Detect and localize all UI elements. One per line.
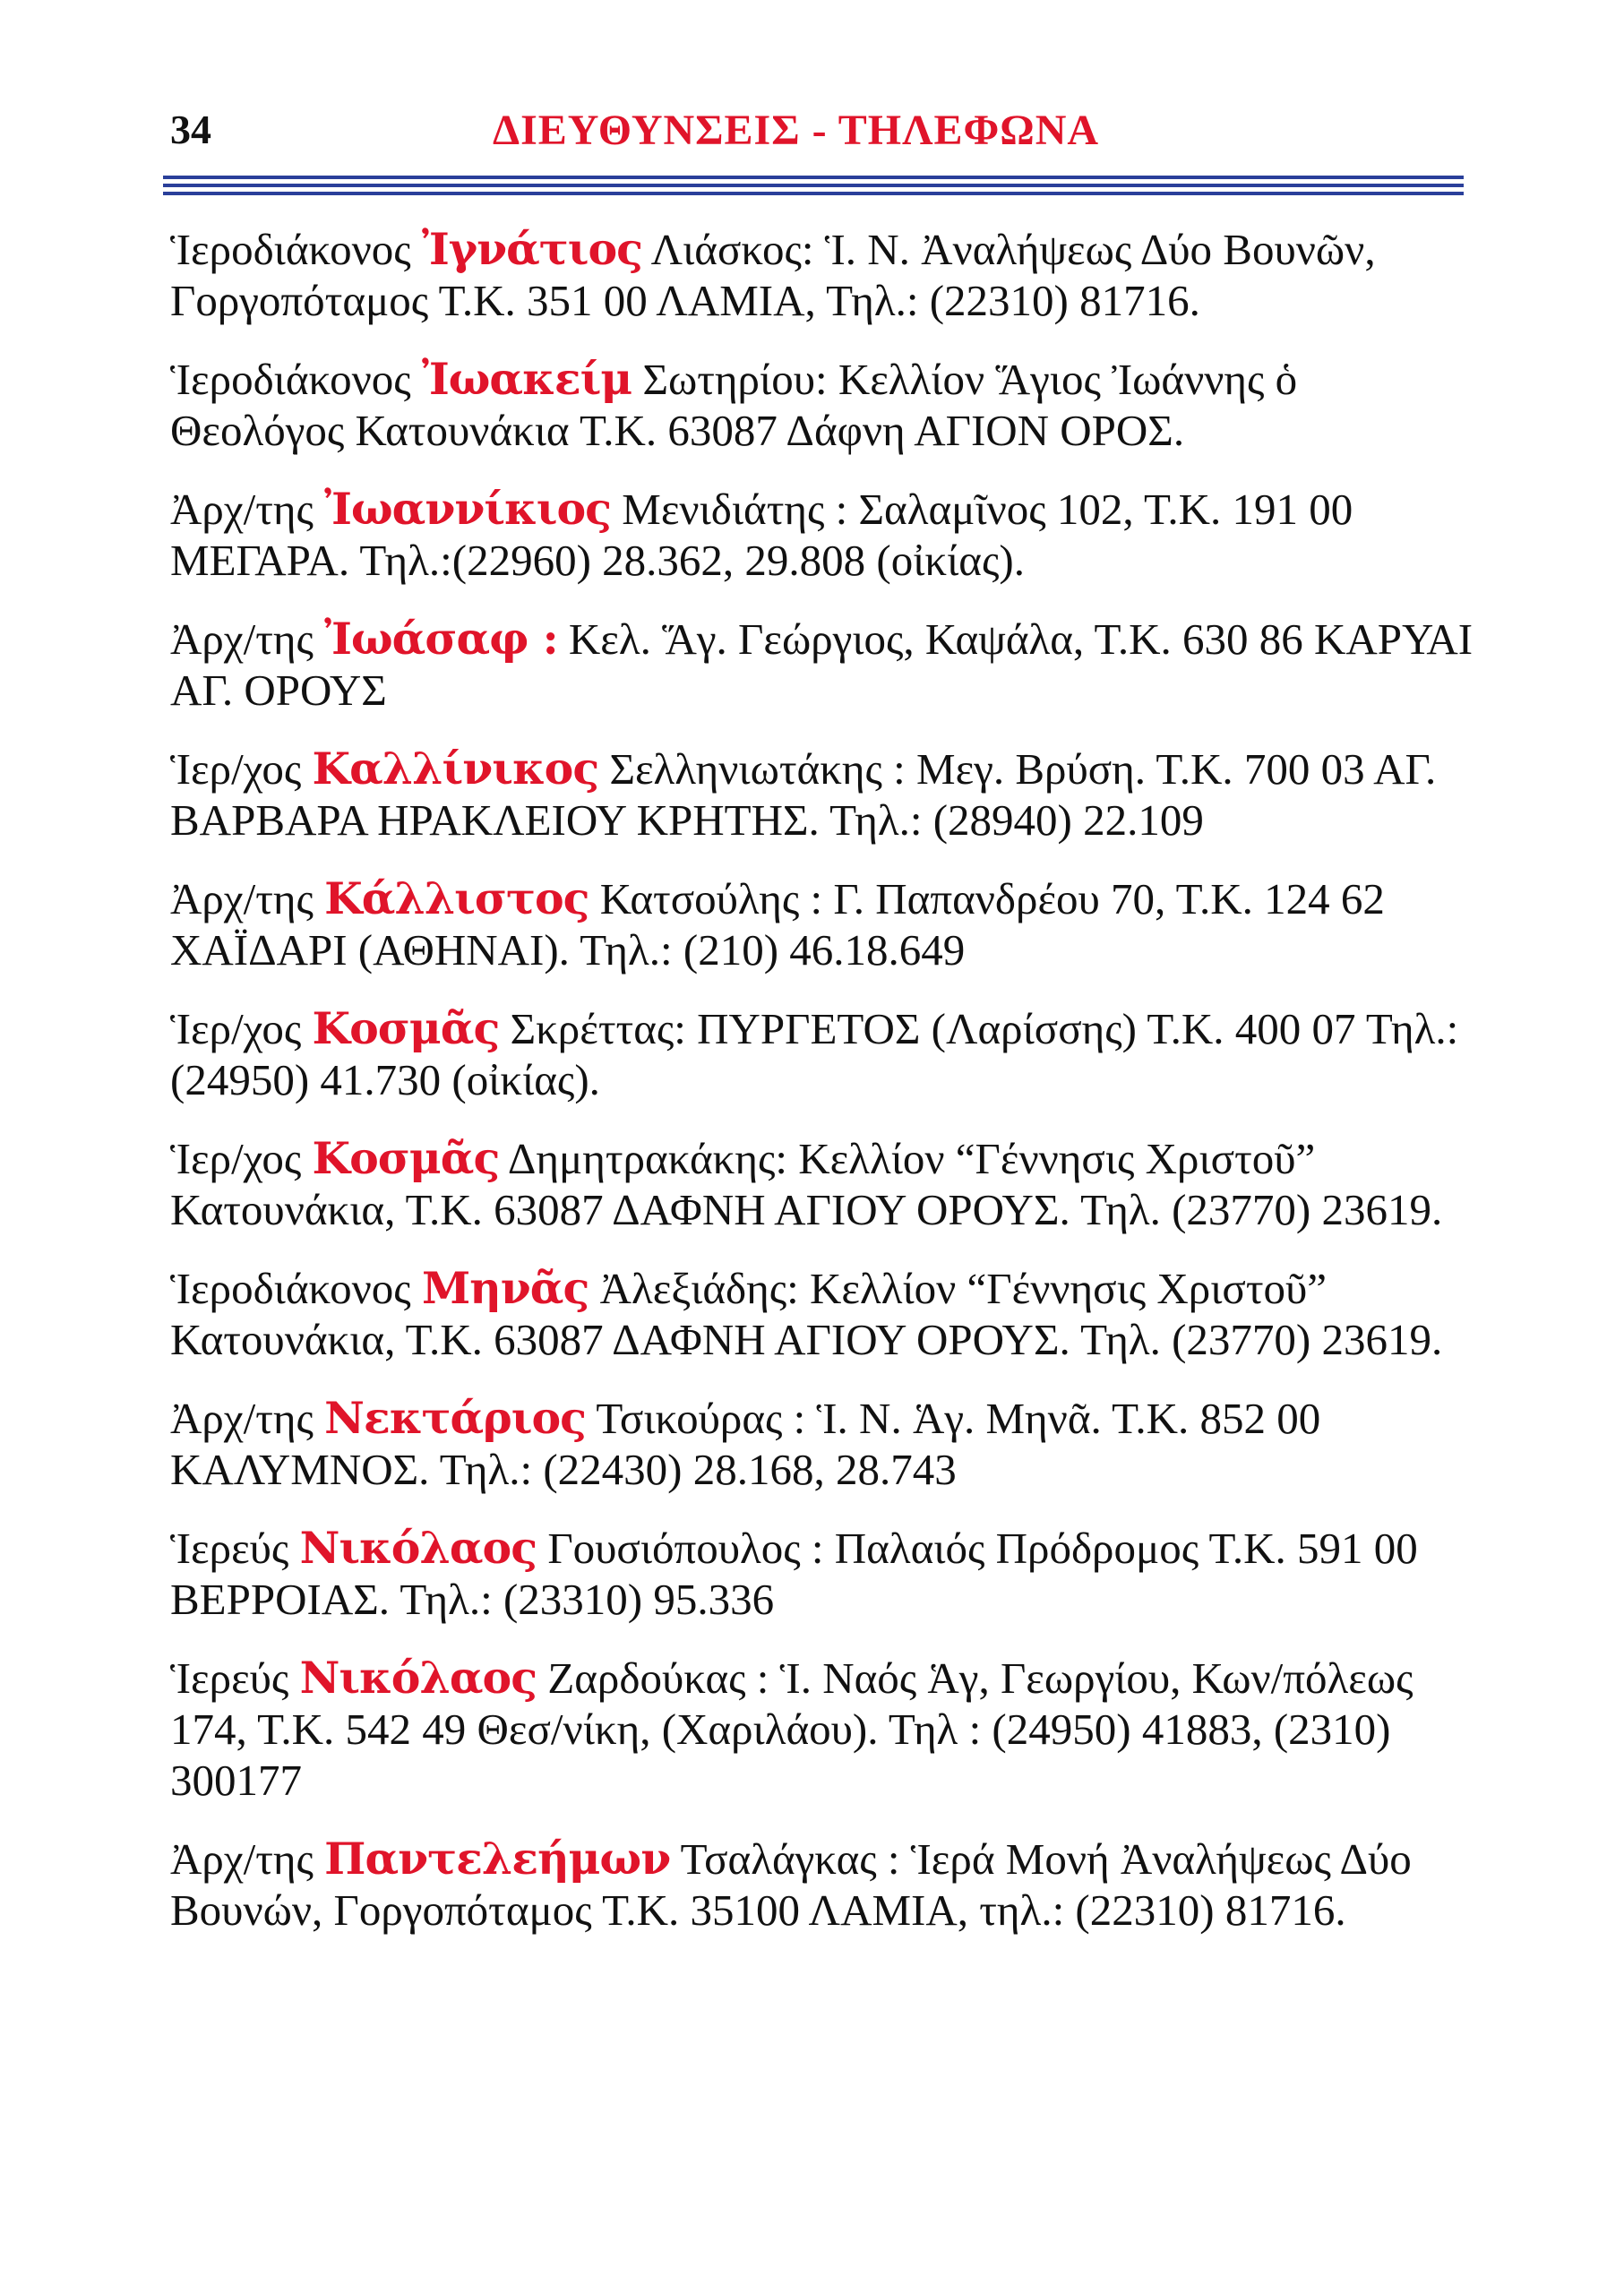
- header-rule-middle: [163, 184, 1464, 187]
- directory-entry: [170, 1133, 1478, 1235]
- directory-entry: [170, 1523, 1478, 1625]
- entry-name: Κοσμᾶς: [312, 1132, 500, 1184]
- directory-entry: [170, 484, 1478, 586]
- directory-entry: [170, 873, 1478, 975]
- entry-details: Λιάσκος: Ἱ. Ν. Ἀναλήψεως Δύο Βουνῶν, Γοργοπόταμος Τ.Κ. 351 00 ΛΑΜΙΑ, Τηλ.: (22310) 81716.: [170, 225, 1376, 325]
- entry-name: Ἰγνάτιος: [421, 223, 643, 275]
- entry-title: Ἱεροδιάκονος: [170, 225, 411, 274]
- entry-details: Σελληνιωτάκης : Μεγ. Βρύση. Τ.Κ. 700 03 ΑΓ. ΒΑΡΒΑΡΑ ΗΡΑΚΛΕΙΟΥ ΚΡΗΤΗΣ. Τηλ.: (28940) 22.109: [170, 744, 1437, 845]
- directory-entry: [170, 1263, 1478, 1365]
- entry-title: Ἱεροδιάκονος: [170, 1264, 411, 1313]
- directory-entry: [170, 1653, 1478, 1806]
- entry-name: Ἰωαννίκιος: [324, 483, 612, 535]
- entry-name: Νεκτάριος: [324, 1392, 586, 1444]
- entry-details: Ἀλεξιάδης: Κελλίον “Γέννησις Χριστοῦ” Κατουνάκια, Τ.Κ. 63087 ΔΑΦΝΗ ΑΓΙΟΥ ΟΡΟΥΣ. Τηλ. (23770) 23619.: [170, 1264, 1443, 1364]
- page-title: ΔΙΕΥΘΥΝΣΕΙΣ - ΤΗΛΕΦΩΝΑ: [493, 107, 1100, 154]
- entry-details: Γουσιόπουλος : Παλαιός Πρόδρομος Τ.Κ. 591 00 ΒΕΡΡΟΙΑΣ. Τηλ.: (23310) 95.336: [170, 1524, 1418, 1624]
- entry-details: Μενιδιάτης : Σαλαμῖνος 102, Τ.Κ. 191 00 ΜΕΓΑΡΑ. Τηλ.:(22960) 28.362, 29.808 (οἰκίας).: [170, 485, 1353, 585]
- directory-entry: [170, 354, 1478, 456]
- entry-name: Νικόλαος: [299, 1652, 537, 1704]
- entry-name: Ἰωακείμ: [421, 353, 632, 405]
- entry-title: Ἀρχ/της: [170, 1834, 314, 1884]
- entry-title: Ἱεροδιάκονος: [170, 355, 411, 404]
- page-number: 34: [170, 107, 211, 152]
- directory-entries: [170, 224, 1478, 1963]
- directory-entry: [170, 1393, 1478, 1495]
- directory-entry: [170, 614, 1478, 716]
- directory-entry: [170, 224, 1478, 326]
- entry-name: Κάλλιστος: [324, 872, 589, 924]
- entry-name: Μηνᾶς: [421, 1262, 589, 1314]
- page-header: [170, 106, 1460, 168]
- entry-title: Ἱερ/χος: [170, 1134, 302, 1183]
- entry-details: Τσαλάγκας : Ἱερά Μονή Ἀναλήψεως Δύο Βουνών, Γοργοπόταμος Τ.Κ. 35100 ΛΑΜΙΑ, τηλ.: (22310) 81716.: [170, 1834, 1412, 1935]
- entry-title: Ἀρχ/της: [170, 614, 314, 664]
- entry-name: Καλλίνικος: [312, 743, 599, 794]
- entry-name: Κοσμᾶς: [312, 1002, 500, 1054]
- entry-name: Παντελεήμων: [324, 1833, 671, 1885]
- entry-details: Κατσούλης : Γ. Παπανδρέου 70, Τ.Κ. 124 62 ΧΑΪΔΑΡΙ (ΑΘΗΝΑΙ). Τηλ.: (210) 46.18.649: [170, 874, 1385, 975]
- entry-details: Ζαρδούκας : Ἱ. Ναός Ἁγ, Γεωργίου, Κων/πόλεως 174, Τ.Κ. 542 49 Θεσ/νίκη, (Χαριλάου). Τηλ : (24950) 41883, (2310) 300177: [170, 1653, 1413, 1805]
- header-rule-bottom: [163, 192, 1464, 195]
- entry-name: Νικόλαος: [299, 1522, 537, 1574]
- directory-entry: [170, 743, 1478, 846]
- entry-title: Ἀρχ/της: [170, 485, 314, 534]
- header-rule-top: [163, 176, 1464, 179]
- entry-title: Ἀρχ/της: [170, 874, 314, 923]
- entry-title: Ἀρχ/της: [170, 1394, 314, 1443]
- entry-name: Ἰωάσαφ :: [324, 613, 558, 665]
- directory-entry: [170, 1834, 1478, 1936]
- entry-details: Τσικούρας : Ἱ. Ν. Ἁγ. Μηνᾶ. Τ.Κ. 852 00 ΚΑΛΥΜΝΟΣ. Τηλ.: (22430) 28.168, 28.743: [170, 1394, 1321, 1494]
- entry-details: Κελ. Ἅγ. Γεώργιος, Καψάλα, Τ.Κ. 630 86 ΚΑΡΥΑΙ ΑΓ. ΟΡΟΥΣ: [170, 614, 1474, 715]
- entry-title: Ἱερεύς: [170, 1524, 289, 1573]
- entry-title: Ἱερ/χος: [170, 1004, 302, 1053]
- directory-entry: [170, 1003, 1478, 1105]
- entry-title: Ἱερεύς: [170, 1653, 289, 1703]
- entry-title: Ἱερ/χος: [170, 744, 302, 794]
- entry-details: Σκρέττας: ΠΥΡΓΕΤΟΣ (Λαρίσσης) Τ.Κ. 400 07 Τηλ.: (24950) 41.730 (οἰκίας).: [170, 1004, 1459, 1104]
- entry-details: Δημητρακάκης: Κελλίον “Γέννησις Χριστοῦ” Κατουνάκια, Τ.Κ. 63087 ΔΑΦΝΗ ΑΓΙΟΥ ΟΡΟΥΣ. Τηλ. (23770) 23619.: [170, 1134, 1443, 1234]
- entry-details: Σωτηρίου: Κελλίον Ἅγιος Ἰωάννης ὁ Θεολόγος Κατουνάκια Τ.Κ. 63087 Δάφνη ΑΓΙΟΝ ΟΡΟΣ.: [170, 355, 1298, 455]
